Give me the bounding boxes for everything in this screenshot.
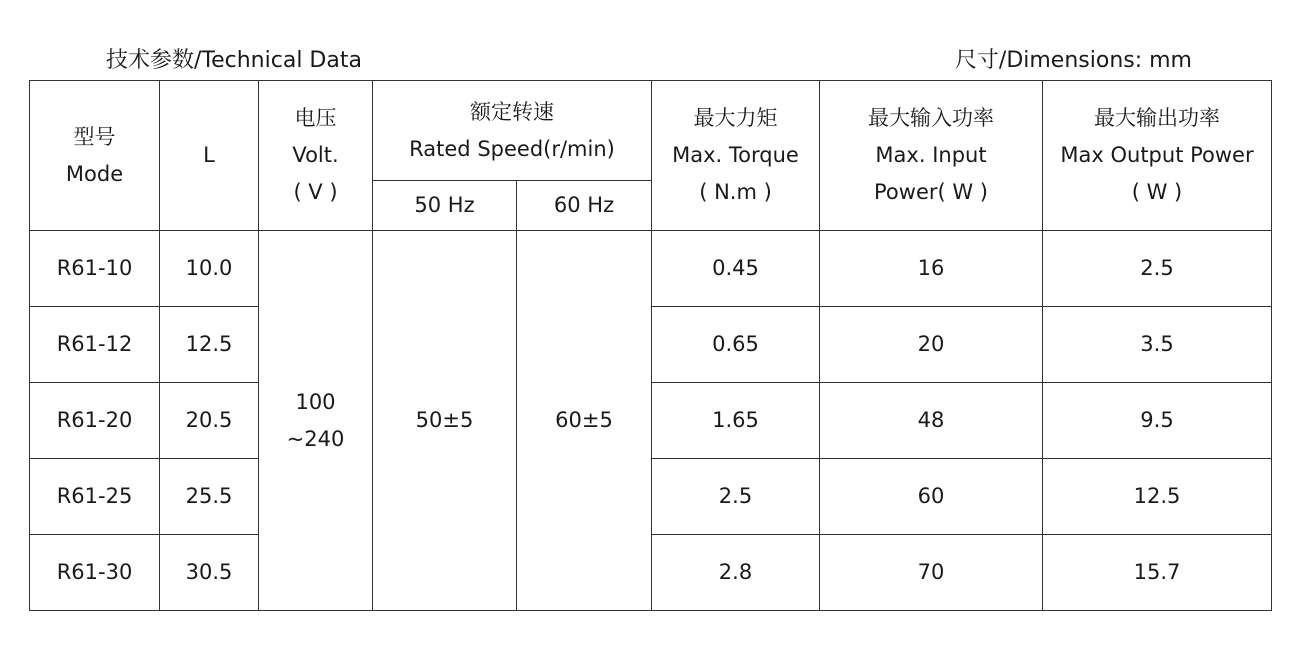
cell-input-power: 60 — [820, 459, 1043, 535]
cell-torque: 0.45 — [652, 231, 820, 307]
header-voltage-en: Volt. — [292, 143, 339, 167]
header-model-en: Mode — [65, 161, 124, 186]
header-max-torque-unit: ( N.m ) — [699, 180, 772, 204]
cell-length: 30.5 — [160, 535, 259, 611]
cell-model: R61-10 — [30, 231, 160, 307]
cell-output-power: 15.7 — [1043, 535, 1272, 611]
header-speed-50hz: 50 Hz — [373, 181, 517, 231]
cell-output-power: 3.5 — [1043, 307, 1272, 383]
cell-input-power: 16 — [820, 231, 1043, 307]
header-max-output-power-en: Max Output Power — [1060, 143, 1254, 167]
cell-length: 25.5 — [160, 459, 259, 535]
table-header-row — [30, 81, 1272, 181]
cell-speed-50hz: 50±5 — [373, 231, 517, 611]
cell-length: 20.5 — [160, 383, 259, 459]
header-voltage-zh: 电压 — [294, 106, 337, 130]
header-max-input-power-unit: Power( W ) — [874, 180, 988, 204]
header-max-input-power-zh: 最大输入功率 — [868, 106, 994, 130]
cell-input-power: 70 — [820, 535, 1043, 611]
cell-model: R61-20 — [30, 383, 160, 459]
header-max-output-power — [1043, 81, 1272, 231]
header-max-input-power — [820, 81, 1043, 231]
cell-torque: 1.65 — [652, 383, 820, 459]
header-rated-speed-zh: 额定转速 — [470, 99, 554, 124]
header-rated-speed — [373, 81, 652, 181]
cell-model: R61-30 — [30, 535, 160, 611]
header-model-zh: 型号 — [73, 124, 116, 149]
header-max-input-power-en: Max. Input — [875, 143, 987, 167]
header-rated-speed-en: Rated Speed(r/min) — [409, 136, 615, 161]
cell-voltage-line2: ~240 — [286, 426, 345, 451]
header-max-torque-en: Max. Torque — [672, 143, 799, 167]
technical-data-table — [29, 80, 1272, 611]
cell-model: R61-25 — [30, 459, 160, 535]
header-speed-60hz: 60 Hz — [517, 181, 652, 231]
cell-length: 12.5 — [160, 307, 259, 383]
header-voltage-unit: ( V ) — [293, 180, 338, 204]
header-max-output-power-unit: ( W ) — [1131, 180, 1183, 204]
cell-speed-60hz: 60±5 — [517, 231, 652, 611]
cell-output-power: 12.5 — [1043, 459, 1272, 535]
cell-voltage-line1: 100 — [295, 389, 336, 414]
header-max-torque-zh: 最大力矩 — [693, 106, 778, 130]
technical-data-caption: 技术参数/Technical Data — [106, 48, 362, 73]
header-max-output-power-zh: 最大输出功率 — [1094, 106, 1220, 130]
cell-voltage — [259, 231, 373, 611]
cell-input-power: 48 — [820, 383, 1043, 459]
dimensions-caption: 尺寸/Dimensions: mm — [954, 48, 1192, 73]
header-length: L — [160, 81, 259, 231]
cell-output-power: 2.5 — [1043, 231, 1272, 307]
table-row — [30, 231, 1272, 307]
cell-output-power: 9.5 — [1043, 383, 1272, 459]
cell-model: R61-12 — [30, 307, 160, 383]
header-voltage — [259, 81, 373, 231]
cell-torque: 2.5 — [652, 459, 820, 535]
cell-torque: 0.65 — [652, 307, 820, 383]
cell-torque: 2.8 — [652, 535, 820, 611]
cell-length: 10.0 — [160, 231, 259, 307]
header-model — [30, 81, 160, 231]
header-max-torque — [652, 81, 820, 231]
cell-input-power: 20 — [820, 307, 1043, 383]
